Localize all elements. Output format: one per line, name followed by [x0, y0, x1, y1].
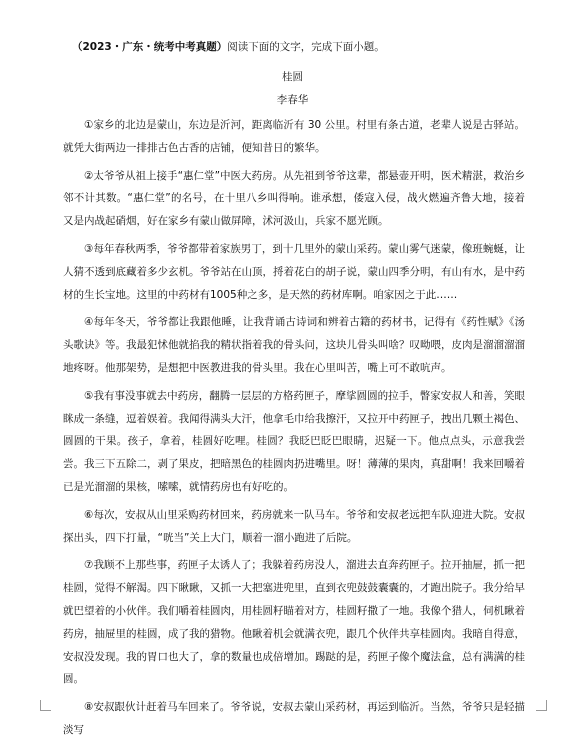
paragraph-3: ③每年春秋两季，爷爷都带着家族男丁，到十几里外的蒙山采药。蒙山雾气迷蒙，像班蜿蜒，让人猜不透到底藏着多少玄机。爷爷站在山顶，捋着花白的胡子说，蒙山四季分明，有山有水，是中药材的生长宝地。这里的中药材有1005种之多，是天然的药材库啊。咱家因之于此…… [63, 242, 525, 301]
article-title: 桂圆 [282, 71, 303, 83]
paragraph-1: ①家乡的北边是蒙山，东边是沂河，距离临沂有 30 公里。村里有条古道，老辈人说是古驿站。就凭大街两边一排排古色古香的店铺，便知昔日的繁华。 [63, 119, 525, 154]
article-author: 李春华 [276, 94, 309, 106]
article-body [63, 114, 525, 742]
paragraph-7: ⑦我顾不上那些事，药匣子太诱人了；我躲着药房没人，溜进去直奔药匣子。拉开抽屉，抓一把桂圆，觉得不解渴。四下瞅瞅，又抓一大把塞进兜里，直到衣兜鼓鼓囊囊的，才跑出院子。我分给早就巴望着的小伙伴。我们嚼着桂圆肉，用桂圆籽瞄着对方，桂圆籽撒了一地。我像个猎人，伺机瞅着药房，抽屉里的桂圆，成了我的猎物。他瞅着机会就满衣兜，跟几个伙伴共享桂圆肉。我暗自得意，安叔没发现。我的胃口也大了，拿的数量也成倍增加。踢跶的是，药匣子像个魔法盒，总有满满的桂圆。 [63, 559, 525, 686]
page-corner-mark-left [40, 700, 51, 711]
question-instruction: 阅读下面的文字，完成下面小题。 [227, 41, 385, 53]
page-corner-mark-right [536, 700, 547, 711]
paragraph-6: ⑥每次，安叔从山里采购药材回来，药房就来一队马车。爷爷和安叔老远把车队迎进大院。安叔探出头，四下打量，“咣当”关上大门，顺着一溜小跑进了后院。 [63, 508, 525, 544]
paragraph-2: ②太爷爷从祖上接手“惠仁堂”中医大药房。从先祖到爷爷这辈，都悬壶开明，医术精湛，救治乡邻不计其数。“惠仁堂”的名号，在十里八乡叫得响。谁承想，倭寇入侵，战火燃遍齐鲁大地，接着又是内战起硝烟，好在家乡有蒙山做屏障，沭河汲山，兵家不愿光顾。 [63, 169, 525, 228]
question-header [72, 40, 532, 54]
paragraph-5: ⑤我有事没事就去中药房，翻腾一层层的方格药匣子，摩挲圆圆的拉手，瞥家安叔人和善，笑眼眯成一条缝，逗着娱着。我闻得满头大汗，他拿毛巾给我擦汗，又拉开中药匣子，拽出几颗土褐色、圆圆的干果。孩子，拿着，桂圆好吃哩。桂圆？我眨巴眨巴眼睛，迟疑一下。他点点头，示意我尝尝。我三下五除二，剥了果皮，把暗黑色的桂圆肉扔进嘴里。呀！薄薄的果肉，真甜啊！我来回嚼着已是光溜溜的果核，嗦嗦，就情药房也有好吃的。 [63, 389, 525, 493]
paragraph-4: ④每年冬天，爷爷都让我跟他睡，让我背诵古诗词和辨着古籍的药材书，记得有《药性赋》《汤头歌诀》等。我最犯怵他就掐我的精状指着我的骨头问，这块儿骨头叫啥？叹呦喂，皮肉是溜溜溜溜地疼呀。他那架势，是想把中医教进我的骨头里。我在心里叫苦，嘴上可不敢吭声。 [63, 316, 525, 374]
paragraph-8: ⑧安叔跟伙计赶着马车回来了。爷爷说，安叔去蒙山采药材，再运到临沂。当然，爷爷只是轻描淡写 [63, 701, 525, 736]
question-source: （2023・广东・统考中考真题） [72, 41, 228, 53]
